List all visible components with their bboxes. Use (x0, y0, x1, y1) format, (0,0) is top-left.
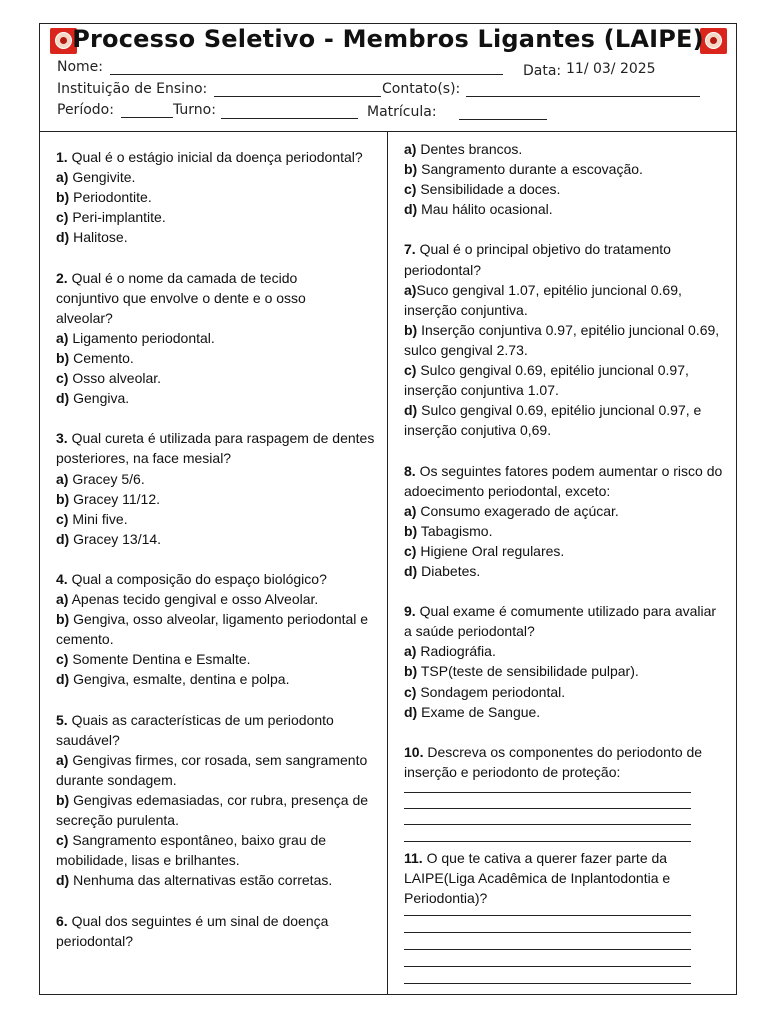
option-d[interactable]: d) Gengiva. (56, 390, 130, 407)
question-1: 1. Qual é o estágio inicial da doença periodontal? a) Gengivite. b) Periodontite. c) Peri-implantite. d) Halitose. (56, 147, 382, 247)
option-a[interactable]: a)Suco gengival 1.07, epitélio juncional 0.69, inserção conjuntiva. (404, 281, 682, 318)
answer-area-11[interactable] (404, 908, 691, 984)
option-d[interactable]: d) Gracey 13/14. (56, 530, 162, 547)
option-c[interactable]: c) Sondagem periodontal. (404, 683, 566, 700)
question-text: Qual a composição do espaço biológico? (71, 570, 327, 587)
question-7: 7. Qual é o principal objetivo do tratamento periodontal? a)Suco gengival 1.07, epitélio juncional 0.69, inserção conjuntiva. b) Inserção conjuntiva 0.97, epitélio juncional 0.69, sulco gengival 2.73. c) Sulco gengival 0.69, epitélio juncional 0.97, inserção conjuntiva 1.07. d) Sulco gengival 0.69, epitélio juncional 0.97, e inserção conjutiva 0,69. (404, 239, 726, 440)
page-title: Processo Seletivo - Membros Ligantes (LAIPE) (72, 25, 704, 53)
question-text: Qual exame é comumente utilizado para avaliar a saúde periodontal? (404, 603, 717, 640)
answer-line[interactable] (404, 782, 691, 793)
question-11: 11. O que te cativa a querer fazer parte da LAIPE(Liga Acadêmica de Inplantodontia e Periodontia)? (404, 848, 726, 984)
right-column (404, 139, 726, 984)
option-b[interactable]: b) Cemento. (56, 349, 134, 366)
option-c[interactable]: c) Sulco gengival 0.69, epitélio juncional 0.97, inserção conjuntiva 1.07. (404, 362, 689, 399)
answer-line[interactable] (404, 809, 691, 825)
question-text: Qual é o principal objetivo do tratamento periodontal? (404, 241, 671, 278)
option-a[interactable]: a) Gengivas firmes, cor rosada, sem sangramento durante sondagem. (56, 751, 368, 788)
option-d[interactable]: d) Sulco gengival 0.69, epitélio juncional 0.97, e inserção conjutiva 0,69. (404, 402, 702, 439)
option-a[interactable]: a) Consumo exagerado de açúcar. (404, 502, 619, 519)
option-b[interactable]: b) Gengivas edemasiadas, cor rubra, presença de secreção purulenta. (56, 792, 369, 829)
option-c[interactable]: c) Peri-implantite. (56, 209, 166, 226)
question-text: O que te cativa a querer fazer parte da LAIPE(Liga Acadêmica de Inplantodontia e Periodontia)? (404, 850, 671, 907)
option-b[interactable]: b) Sangramento durante a escovação. (404, 161, 643, 178)
option-a[interactable]: a) Apenas tecido gengival e osso Alveolar. (56, 591, 319, 608)
question-text: Quais as características de um periodonto saudável? (56, 711, 334, 748)
question-8: 8. Os seguintes fatores podem aumentar o risco do adoecimento periodontal, exceto: a) Consumo exagerado de açúcar. b) Tabagismo. c) Higiene Oral regulares. d) Diabetes. (404, 461, 726, 582)
column-divider (387, 131, 388, 994)
option-b[interactable]: b) Gracey 11/12. (56, 490, 161, 507)
periodo-label: Período: (57, 102, 114, 118)
question-3: 3. Qual cureta é utilizada para raspagem de dentes posteriores, na face mesial? a) Gracey 5/6. b) Gracey 11/12. c) Mini five. d) Gracey 13/14. (56, 428, 382, 549)
option-c[interactable]: c) Mini five. (56, 510, 128, 527)
answer-line[interactable] (404, 950, 691, 967)
left-column (56, 147, 382, 951)
question-6-options (404, 139, 726, 219)
option-c[interactable]: c) Higiene Oral regulares. (404, 542, 565, 559)
question-9: 9. Qual exame é comumente utilizado para avaliar a saúde periodontal? a) Radiográfia. b) TSP(teste de sensibilidade pulpar). c) Sondagem periodontal. d) Exame de Sangue. (404, 601, 726, 722)
question-text: Qual é o nome da camada de tecido conjuntivo que envolve o dente e o osso alveolar? (56, 269, 306, 326)
nome-label: Nome: (57, 59, 104, 75)
turno-field[interactable] (221, 118, 358, 119)
instituicao-field[interactable] (214, 96, 381, 97)
question-4: 4. Qual a composição do espaço biológico? a) Apenas tecido gengival e osso Alveolar. b) Gengiva, osso alveolar, ligamento periodontal e cemento. c) Somente Dentina e Esmalte. d) Gengiva, esmalte, dentina e polpa. (56, 569, 382, 690)
option-b[interactable]: b) Gengiva, osso alveolar, ligamento periodontal e cemento. (56, 611, 369, 648)
option-a[interactable]: a) Dentes brancos. (404, 141, 523, 157)
option-a[interactable]: a) Ligamento periodontal. (56, 329, 215, 346)
matricula-label: Matrícula: (367, 104, 437, 120)
question-text: Qual é o estágio inicial da doença periodontal? (71, 149, 363, 165)
turno-label: Turno: (173, 102, 216, 118)
option-b[interactable]: b) TSP(teste de sensibilidade pulpar). (404, 663, 639, 680)
answer-line[interactable] (404, 967, 691, 984)
option-d[interactable]: d) Halitose. (56, 229, 128, 246)
question-text: Qual cureta é utilizada para raspagem de dentes posteriores, na face mesial? (56, 430, 375, 467)
option-b[interactable]: b) Periodontite. (56, 189, 152, 206)
matricula-field[interactable] (459, 119, 547, 120)
option-b[interactable]: b) Inserção conjuntiva 0.97, epitélio juncional 0.69, sulco gengival 2.73. (404, 321, 720, 358)
nome-field[interactable] (110, 74, 503, 75)
answer-area-10[interactable] (404, 782, 691, 842)
answer-line[interactable] (404, 825, 691, 842)
form-header (40, 24, 736, 132)
instituicao-label: Instituição de Ensino: (57, 81, 208, 97)
option-d[interactable]: d) Diabetes. (404, 562, 481, 579)
option-c[interactable]: c) Sensibilidade a doces. (404, 181, 561, 198)
option-a[interactable]: a) Gracey 5/6. (56, 470, 145, 487)
question-2: 2. Qual é o nome da camada de tecido conjuntivo que envolve o dente e o osso alveolar? a) Ligamento periodontal. b) Cemento. c) Osso alveolar. d) Gengiva. (56, 268, 382, 409)
question-10: 10. Descreva os componentes do periodonto de inserção e periodonto de proteção: (404, 742, 726, 842)
answer-line[interactable] (404, 793, 691, 809)
option-c[interactable]: c) Sangramento espontâneo, baixo grau de mobilidade, lisas e brilhantes. (56, 832, 327, 869)
contato-label: Contato(s): (382, 81, 461, 97)
option-d[interactable]: d) Nenhuma das alternativas estão corretas. (56, 872, 333, 889)
answer-line[interactable] (404, 916, 691, 933)
answer-line[interactable] (404, 933, 691, 950)
option-d[interactable]: d) Mau hálito ocasional. (404, 201, 553, 218)
data-label: Data: (523, 63, 562, 79)
question-text: Descreva os componentes do periodonto de inserção e periodonto de proteção: (404, 743, 703, 780)
periodo-field[interactable] (121, 117, 173, 118)
option-d[interactable]: d) Gengiva, esmalte, dentina e polpa. (56, 671, 290, 688)
exam-sheet (39, 23, 737, 995)
question-6: 6. Qual dos seguintes é um sinal de doença periodontal? (56, 912, 329, 949)
option-c[interactable]: c) Osso alveolar. (56, 370, 162, 387)
question-text: Qual dos seguintes é um sinal de doença periodontal? (56, 912, 329, 949)
data-value: 11/ 03/ 2025 (566, 61, 656, 77)
option-d[interactable]: d) Exame de Sangue. (404, 703, 541, 720)
question-5: 5. Quais as características de um periodonto saudável? a) Gengivas firmes, cor rosada, sem sangramento durante sondagem. b) Gengivas edemasiadas, cor rubra, presença de secreção purulenta. c) Sangramento espontâneo, baixo grau de mobilidade, lisas e brilhantes. d) Nenhuma das alternativas estão corretas. (56, 710, 382, 891)
question-text: Os seguintes fatores podem aumentar o risco do adoecimento periodontal, exceto: (404, 462, 723, 499)
option-c[interactable]: c) Somente Dentina e Esmalte. (56, 651, 251, 668)
answer-line[interactable] (404, 908, 691, 916)
contato-field[interactable] (466, 96, 700, 97)
option-b[interactable]: b) Tabagismo. (404, 522, 493, 539)
option-a[interactable]: a) Gengivite. (56, 169, 136, 186)
option-a[interactable]: a) Radiográfia. (404, 643, 496, 660)
